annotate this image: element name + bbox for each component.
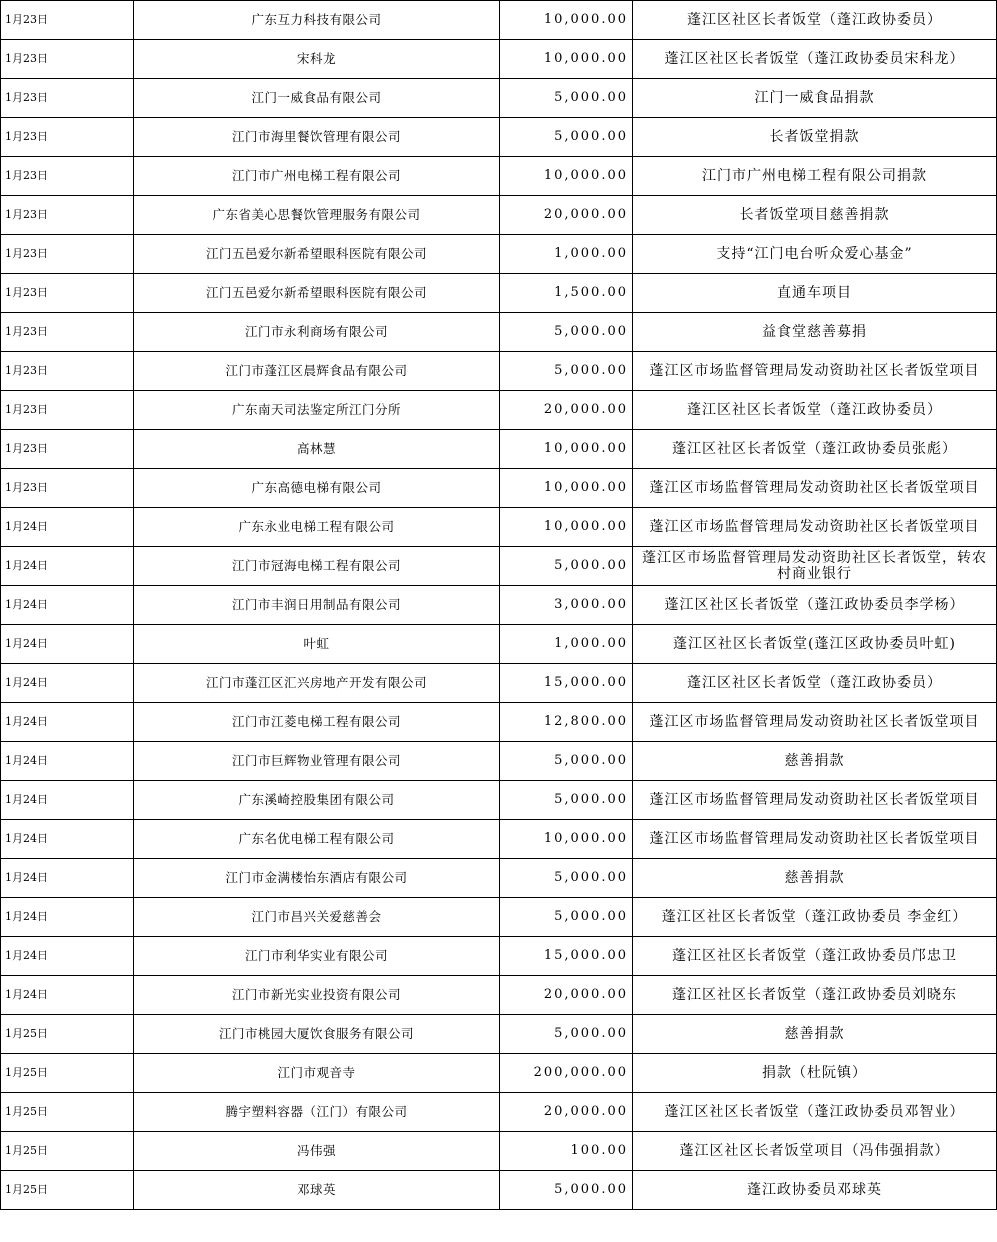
amount-cell: 1,000.00: [500, 235, 633, 274]
donor-cell: 广东高德电梯有限公司: [134, 469, 500, 508]
purpose-cell: 蓬江区社区长者饭堂项目（冯伟强捐款）: [633, 1132, 997, 1171]
amount-cell: 10,000.00: [500, 469, 633, 508]
purpose-cell: 江门市广州电梯工程有限公司捐款: [633, 157, 997, 196]
purpose-cell: 蓬江区社区长者饭堂(蓬江区政协委员叶虹): [633, 625, 997, 664]
donor-cell: 江门市蓬江区晨辉食品有限公司: [134, 352, 500, 391]
donation-table-body: [1, 1, 997, 1210]
purpose-cell: 慈善捐款: [633, 742, 997, 781]
donor-cell: 广东互力科技有限公司: [134, 1, 500, 40]
table-row: [1, 274, 997, 313]
table-row: [1, 118, 997, 157]
purpose-cell: 蓬江区市场监督管理局发动资助社区长者饭堂项目: [633, 781, 997, 820]
purpose-cell: 慈善捐款: [633, 1015, 997, 1054]
table-row: [1, 859, 997, 898]
amount-cell: 10,000.00: [500, 157, 633, 196]
amount-cell: 10,000.00: [500, 1, 633, 40]
table-row: [1, 781, 997, 820]
amount-cell: 100.00: [500, 1132, 633, 1171]
date-cell: 1月25日: [1, 1015, 134, 1054]
date-cell: 1月23日: [1, 157, 134, 196]
date-cell: 1月25日: [1, 1171, 134, 1210]
table-row: [1, 1, 997, 40]
date-cell: 1月24日: [1, 937, 134, 976]
date-cell: 1月24日: [1, 976, 134, 1015]
date-cell: 1月24日: [1, 508, 134, 547]
amount-cell: 20,000.00: [500, 1093, 633, 1132]
donor-cell: 江门市冠海电梯工程有限公司: [134, 547, 500, 586]
table-row: [1, 40, 997, 79]
amount-cell: 200,000.00: [500, 1054, 633, 1093]
table-row: [1, 586, 997, 625]
table-row: [1, 352, 997, 391]
purpose-cell: 益食堂慈善募捐: [633, 313, 997, 352]
table-row: [1, 1054, 997, 1093]
purpose-cell: 长者饭堂项目慈善捐款: [633, 196, 997, 235]
donor-cell: 广东永业电梯工程有限公司: [134, 508, 500, 547]
table-row: [1, 430, 997, 469]
purpose-cell: 蓬江区社区长者饭堂（蓬江政协委员张彪）: [633, 430, 997, 469]
table-row: [1, 820, 997, 859]
donor-cell: 冯伟强: [134, 1132, 500, 1171]
table-row: [1, 937, 997, 976]
date-cell: 1月24日: [1, 625, 134, 664]
donor-cell: 江门五邑爱尔新希望眼科医院有限公司: [134, 235, 500, 274]
purpose-cell: 蓬江区市场监督管理局发动资助社区长者饭堂项目: [633, 508, 997, 547]
purpose-cell: 直通车项目: [633, 274, 997, 313]
table-row: [1, 235, 997, 274]
table-row: [1, 742, 997, 781]
amount-cell: 1,000.00: [500, 625, 633, 664]
purpose-cell: 蓬江区市场监督管理局发动资助社区长者饭堂项目: [633, 703, 997, 742]
table-row: [1, 1132, 997, 1171]
date-cell: 1月24日: [1, 859, 134, 898]
amount-cell: 5,000.00: [500, 352, 633, 391]
donor-cell: 宋科龙: [134, 40, 500, 79]
table-row: [1, 898, 997, 937]
date-cell: 1月24日: [1, 781, 134, 820]
date-cell: 1月25日: [1, 1132, 134, 1171]
amount-cell: 5,000.00: [500, 859, 633, 898]
donor-cell: 江门市巨辉物业管理有限公司: [134, 742, 500, 781]
donor-cell: 江门市金满楼怡东酒店有限公司: [134, 859, 500, 898]
purpose-cell: 慈善捐款: [633, 859, 997, 898]
table-row: [1, 313, 997, 352]
table-row: [1, 196, 997, 235]
table-row: [1, 1015, 997, 1054]
amount-cell: 3,000.00: [500, 586, 633, 625]
table-row: [1, 1171, 997, 1210]
purpose-cell: 支持“江门电台听众爱心基金”: [633, 235, 997, 274]
donor-cell: 江门市昌兴关爱慈善会: [134, 898, 500, 937]
purpose-cell: 蓬江政协委员邓球英: [633, 1171, 997, 1210]
date-cell: 1月23日: [1, 40, 134, 79]
date-cell: 1月24日: [1, 586, 134, 625]
donor-cell: 高林慧: [134, 430, 500, 469]
amount-cell: 10,000.00: [500, 40, 633, 79]
table-row: [1, 976, 997, 1015]
purpose-cell: 蓬江区社区长者饭堂（蓬江政协委员）: [633, 664, 997, 703]
donor-cell: 广东名优电梯工程有限公司: [134, 820, 500, 859]
donor-cell: 江门市永利商场有限公司: [134, 313, 500, 352]
donor-cell: 江门市海里餐饮管理有限公司: [134, 118, 500, 157]
amount-cell: 5,000.00: [500, 1171, 633, 1210]
date-cell: 1月23日: [1, 352, 134, 391]
date-cell: 1月24日: [1, 820, 134, 859]
donor-cell: 江门市观音寺: [134, 1054, 500, 1093]
date-cell: 1月23日: [1, 430, 134, 469]
amount-cell: 5,000.00: [500, 79, 633, 118]
date-cell: 1月24日: [1, 547, 134, 586]
donor-cell: 广东溪崎控股集团有限公司: [134, 781, 500, 820]
purpose-cell: 蓬江区社区长者饭堂（蓬江政协委员邝忠卫: [633, 937, 997, 976]
table-row: [1, 703, 997, 742]
table-row: [1, 1093, 997, 1132]
donor-cell: 叶虹: [134, 625, 500, 664]
amount-cell: 10,000.00: [500, 430, 633, 469]
purpose-cell: 长者饭堂捐款: [633, 118, 997, 157]
donor-cell: 邓球英: [134, 1171, 500, 1210]
donor-cell: 江门市广州电梯工程有限公司: [134, 157, 500, 196]
amount-cell: 20,000.00: [500, 391, 633, 430]
amount-cell: 15,000.00: [500, 937, 633, 976]
table-row: [1, 547, 997, 586]
date-cell: 1月24日: [1, 898, 134, 937]
purpose-cell: 捐款（杜阮镇）: [633, 1054, 997, 1093]
amount-cell: 15,000.00: [500, 664, 633, 703]
amount-cell: 5,000.00: [500, 898, 633, 937]
date-cell: 1月23日: [1, 1, 134, 40]
donor-cell: 广东南天司法鉴定所江门分所: [134, 391, 500, 430]
date-cell: 1月24日: [1, 664, 134, 703]
donor-cell: 江门一威食品有限公司: [134, 79, 500, 118]
purpose-cell: 蓬江区社区长者饭堂（蓬江政协委员李学杨）: [633, 586, 997, 625]
table-row: [1, 157, 997, 196]
donor-cell: 江门市江菱电梯工程有限公司: [134, 703, 500, 742]
amount-cell: 10,000.00: [500, 508, 633, 547]
date-cell: 1月25日: [1, 1093, 134, 1132]
table-row: [1, 391, 997, 430]
table-row: [1, 469, 997, 508]
amount-cell: 5,000.00: [500, 547, 633, 586]
purpose-cell: 蓬江区社区长者饭堂（蓬江政协委员刘晓东: [633, 976, 997, 1015]
date-cell: 1月23日: [1, 391, 134, 430]
date-cell: 1月25日: [1, 1054, 134, 1093]
purpose-cell: 蓬江区市场监督管理局发动资助社区长者饭堂项目: [633, 469, 997, 508]
table-row: [1, 79, 997, 118]
purpose-cell: 蓬江区市场监督管理局发动资助社区长者饭堂，转农村商业银行: [633, 547, 997, 586]
donor-cell: 广东省美心思餐饮管理服务有限公司: [134, 196, 500, 235]
amount-cell: 20,000.00: [500, 976, 633, 1015]
amount-cell: 5,000.00: [500, 313, 633, 352]
purpose-cell: 江门一威食品捐款: [633, 79, 997, 118]
date-cell: 1月23日: [1, 274, 134, 313]
table-row: [1, 508, 997, 547]
donor-cell: 腾宇塑料容器（江门）有限公司: [134, 1093, 500, 1132]
date-cell: 1月23日: [1, 469, 134, 508]
donor-cell: 江门市丰润日用制品有限公司: [134, 586, 500, 625]
amount-cell: 12,800.00: [500, 703, 633, 742]
table-row: [1, 664, 997, 703]
amount-cell: 5,000.00: [500, 118, 633, 157]
purpose-cell: 蓬江区社区长者饭堂（蓬江政协委员）: [633, 391, 997, 430]
purpose-cell: 蓬江区社区长者饭堂（蓬江政协委员 李金红）: [633, 898, 997, 937]
date-cell: 1月24日: [1, 742, 134, 781]
amount-cell: 1,500.00: [500, 274, 633, 313]
donor-cell: 江门市利华实业有限公司: [134, 937, 500, 976]
donor-cell: 江门市新光实业投资有限公司: [134, 976, 500, 1015]
date-cell: 1月24日: [1, 703, 134, 742]
table-row: [1, 625, 997, 664]
date-cell: 1月23日: [1, 313, 134, 352]
purpose-cell: 蓬江区市场监督管理局发动资助社区长者饭堂项目: [633, 820, 997, 859]
donor-cell: 江门五邑爱尔新希望眼科医院有限公司: [134, 274, 500, 313]
amount-cell: 5,000.00: [500, 781, 633, 820]
donor-cell: 江门市蓬江区汇兴房地产开发有限公司: [134, 664, 500, 703]
date-cell: 1月23日: [1, 235, 134, 274]
date-cell: 1月23日: [1, 118, 134, 157]
purpose-cell: 蓬江区社区长者饭堂（蓬江政协委员）: [633, 1, 997, 40]
purpose-cell: 蓬江区社区长者饭堂（蓬江政协委员宋科龙）: [633, 40, 997, 79]
donor-cell: 江门市桃园大厦饮食服务有限公司: [134, 1015, 500, 1054]
amount-cell: 20,000.00: [500, 196, 633, 235]
amount-cell: 10,000.00: [500, 820, 633, 859]
purpose-cell: 蓬江区市场监督管理局发动资助社区长者饭堂项目: [633, 352, 997, 391]
amount-cell: 5,000.00: [500, 742, 633, 781]
date-cell: 1月23日: [1, 79, 134, 118]
date-cell: 1月23日: [1, 196, 134, 235]
purpose-cell: 蓬江区社区长者饭堂（蓬江政协委员邓智业）: [633, 1093, 997, 1132]
amount-cell: 5,000.00: [500, 1015, 633, 1054]
